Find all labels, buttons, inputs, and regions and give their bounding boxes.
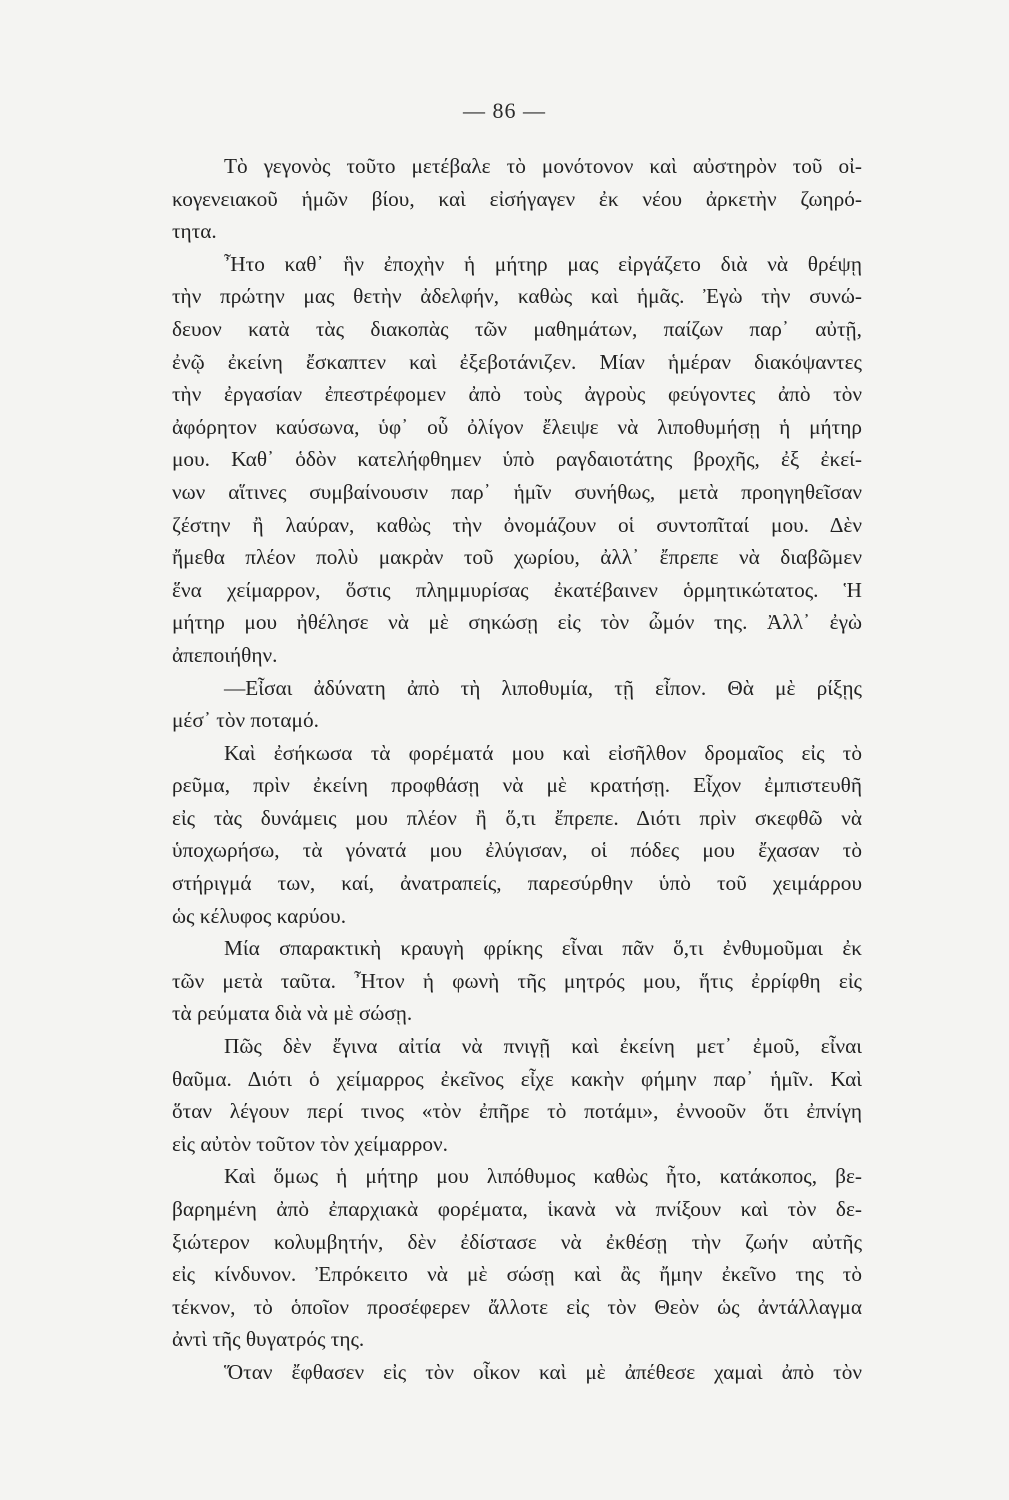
text-line: Ὅταν ἔφθασεν εἰς τὸν οἶκον καὶ μὲ ἀπέθεσε χαμαὶ ἀπὸ τὸν <box>224 1359 862 1384</box>
text-line: Καὶ ἐσήκωσα τὰ φορέματά μου καὶ εἰσῆλθον δρομαῖος εἰς τὸ <box>224 740 862 765</box>
text-line: ἀπεποιήθην. <box>172 642 278 667</box>
text-line: τῶν μετὰ ταῦτα. Ἦτον ἡ φωνὴ τῆς μητρός μου, ἥτις ἐρρίφθη εἰς <box>172 968 862 993</box>
text-line: εἰς τὰς δυνάμεις μου πλέον ἢ ὅ,τι ἔπρεπε. Διότι πρὶν σκεφθῶ νὰ <box>172 805 862 830</box>
text-line: νων αἵτινες συμβαίνουσιν παρ᾽ ἡμῖν συνήθως, μετὰ προηγηθεῖσαν <box>172 479 862 504</box>
text-line: κογενειακοῦ ἡμῶν βίου, καὶ εἰσήγαγεν ἐκ νέου ἀρκετὴν ζωηρό- <box>172 186 862 211</box>
text-line: ἕνα χείμαρρον, ὅστις πλημμυρίσας ἐκατέβαινεν ὁρμητικώτατος. Ἡ <box>172 577 862 602</box>
text-line: εἰς αὐτὸν τοῦτον τὸν χείμαρρον. <box>172 1131 448 1156</box>
text-line: ζέστην ἢ λαύραν, καθὼς τὴν ὀνομάζουν οἱ συντοπῖταί μου. Δὲν <box>172 512 862 537</box>
text-line: Καὶ ὅμως ἡ μήτηρ μου λιπόθυμος καθὼς ἦτο, κατάκοπος, βε- <box>224 1164 862 1189</box>
page-number: — 86 — <box>463 98 546 123</box>
text-line: ὅταν λέγουν περί τινος «τὸν ἐπῆρε τὸ ποτάμι», ἐννοοῦν ὅτι ἐπνίγη <box>172 1099 862 1124</box>
text-line: μήτηρ μου ἠθέλησε νὰ μὲ σηκώσῃ εἰς τὸν ὦμόν της. Ἀλλ᾽ ἐγὼ <box>172 610 862 635</box>
text-line: ἀφόρητον καύσωνα, ὑφ᾽ οὗ ὀλίγον ἔλειψε νὰ λιποθυμήσῃ ἡ μήτηρ <box>172 414 862 439</box>
text-line: τὰ ρεύματα διὰ νὰ μὲ σώσῃ. <box>172 1001 413 1026</box>
text-line: θαῦμα. Διότι ὁ χείμαρρος ἐκεῖνος εἶχε κακὴν φήμην παρ᾽ ἡμῖν. Καὶ <box>172 1066 862 1091</box>
text-line: τὴν ἐργασίαν ἐπεστρέφομεν ἀπὸ τοὺς ἀγροὺς φεύγοντες ἀπὸ τὸν <box>172 382 862 407</box>
text-line: μου. Καθ᾽ ὁδὸν κατελήφθημεν ὑπὸ ραγδαιοτάτης βροχῆς, ἐξ ἐκεί- <box>172 447 862 472</box>
text-line: ρεῦμα, πρὶν ἐκείνη προφθάσῃ νὰ μὲ κρατήσῃ. Εἶχον ἐμπιστευθῆ <box>172 773 862 798</box>
text-line: τὴν πρώτην μας θετὴν ἀδελφήν, καθὼς καὶ ἡμᾶς. Ἐγὼ τὴν συνώ- <box>172 284 862 309</box>
text-line: τητα. <box>172 219 217 244</box>
text-line: στήριγμά των, καί, ἀνατραπείς, παρεσύρθην ὑπὸ τοῦ χειμάρρου <box>172 871 862 896</box>
text-line: Ἦτο καθ᾽ ἣν ἐποχὴν ἡ μήτηρ μας εἰργάζετο διὰ νὰ θρέψῃ <box>224 251 862 276</box>
text-line: ἀντὶ τῆς θυγατρός της. <box>172 1327 365 1352</box>
text-line: ξιώτερον κολυμβητήν, δὲν ἐδίστασε νὰ ἐκθέσῃ τὴν ζωήν αὐτῆς <box>172 1229 862 1254</box>
text-line: μέσ᾽ τὸν ποταμό. <box>172 708 319 733</box>
text-line: ἐνῷ ἐκείνη ἔσκαπτεν καὶ ἐξεβοτάνιζεν. Μίαν ἡμέραν διακόψαντες <box>172 349 862 374</box>
text-line: ὡς κέλυφος καρύου. <box>172 903 347 928</box>
text-line: Μία σπαρακτικὴ κραυγὴ φρίκης εἶναι πᾶν ὅ,τι ἐνθυμοῦμαι ἐκ <box>224 936 862 961</box>
text-line: Πῶς δὲν ἔγινα αἰτία νὰ πνιγῇ καὶ ἐκείνη μετ᾽ ἐμοῦ, εἶναι <box>224 1034 862 1059</box>
text-line: εἰς κίνδυνον. Ἐπρόκειτο νὰ μὲ σώσῃ καὶ ἂς ἤμην ἐκεῖνο της τὸ <box>172 1262 862 1287</box>
text-line: —Εἶσαι ἀδύνατη ἀπὸ τὴ λιποθυμία, τῇ εἶπον. Θὰ μὲ ρίξῃς <box>224 675 862 700</box>
text-line: δευον κατὰ τὰς διακοπὰς τῶν μαθημάτων, παίζων παρ᾽ αὐτῇ, <box>172 316 862 341</box>
text-line: Τὸ γεγονὸς τοῦτο μετέβαλε τὸ μονότονον καὶ αὐστηρὸν τοῦ οἰ- <box>224 154 862 178</box>
text-line: τέκνον, τὸ ὁποῖον προσέφερεν ἄλλοτε εἰς τὸν Θεὸν ὡς ἀντάλλαγμα <box>172 1294 862 1319</box>
text-line: ὑποχωρήσω, τὰ γόνατά μου ἐλύγισαν, οἱ πόδες μου ἔχασαν τὸ <box>172 838 862 863</box>
body-text <box>172 150 862 1389</box>
text-line: βαρημένη ἀπὸ ἐπαρχιακὰ φορέματα, ἱκανὰ νὰ πνίξουν καὶ τὸν δε- <box>172 1197 862 1221</box>
text-line: ἤμεθα πλέον πολὺ μακρὰν τοῦ χωρίου, ἀλλ᾽ ἔπρεπε νὰ διαβῶμεν <box>172 545 862 570</box>
